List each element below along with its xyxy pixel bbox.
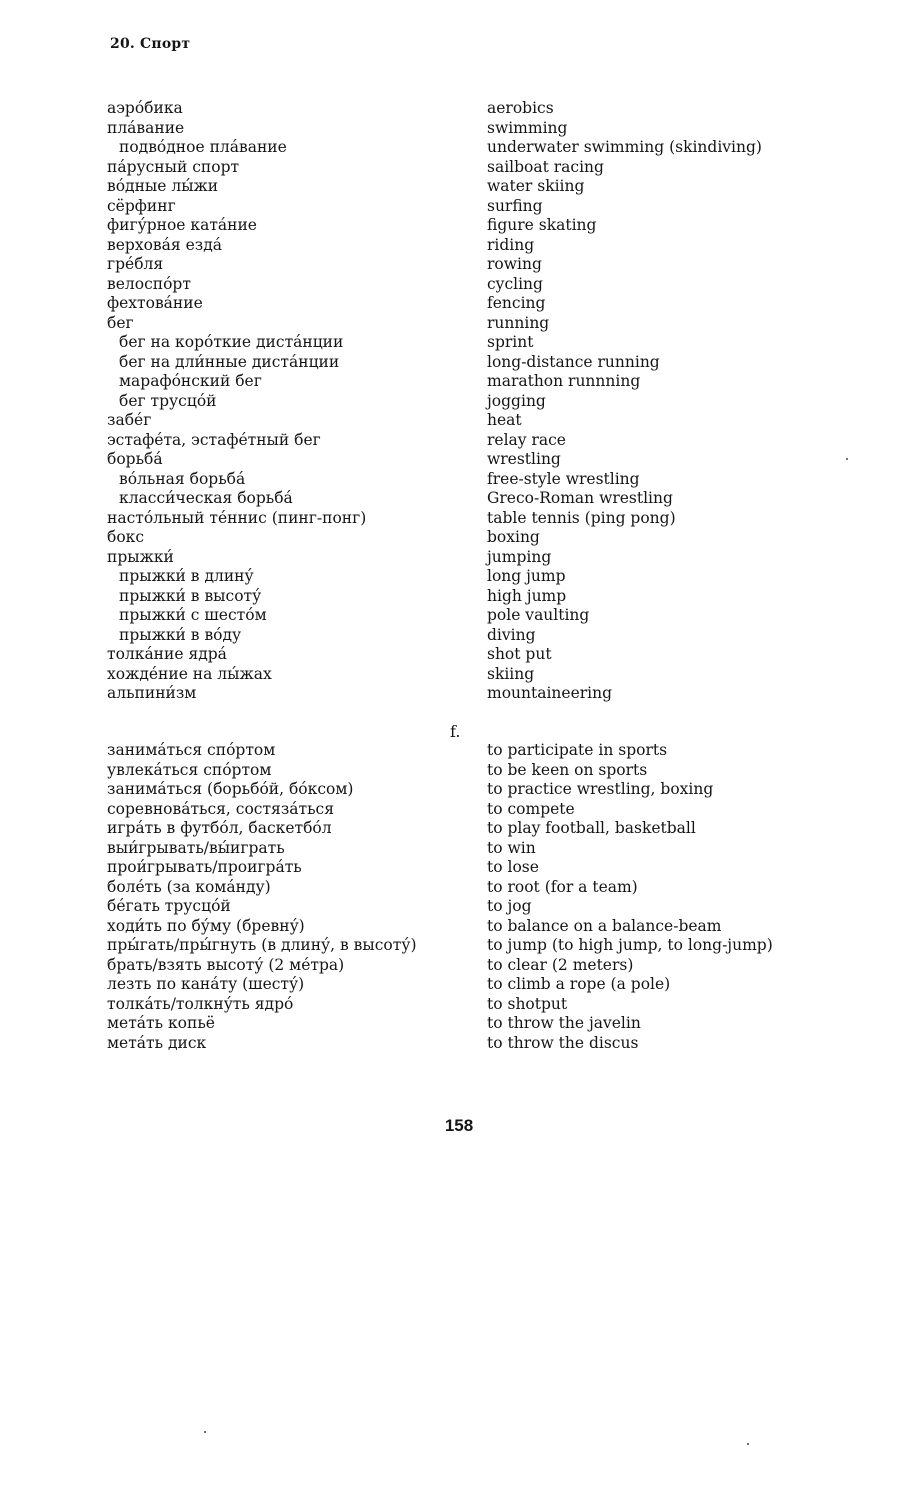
- page-header: 20. Спорт: [110, 36, 191, 52]
- russian-term: толка́ть/толкну́ть ядро́: [107, 994, 294, 1013]
- vocab-row: [107, 236, 827, 256]
- vocab-row: [107, 936, 827, 956]
- vocab-row: [107, 626, 827, 646]
- vocab-row: [107, 450, 827, 470]
- russian-term: класси́ческая борьба́: [119, 489, 293, 507]
- vocab-row: [107, 917, 827, 937]
- vocab-row: [107, 158, 827, 178]
- russian-term: верхова́я езда́: [107, 235, 222, 254]
- russian-term: боле́ть (за кома́нду): [107, 877, 271, 896]
- vocab-row: [107, 197, 827, 217]
- vocab-row: [107, 392, 827, 412]
- vocab-row: [107, 741, 827, 761]
- russian-term: эстафе́та, эстафе́тный бег: [107, 430, 321, 449]
- english-translation: running: [487, 313, 550, 332]
- russian-term: во́льная борьба́: [119, 469, 246, 488]
- russian-term: игра́ть в футбо́л, баскетбо́л: [107, 819, 332, 837]
- english-translation: figure skating: [487, 216, 597, 234]
- russian-term: увлека́ться спо́ртом: [107, 760, 272, 779]
- vocab-row: [107, 119, 827, 139]
- vocab-row: [107, 294, 827, 314]
- english-translation: pole vaulting: [487, 606, 590, 624]
- russian-term: пла́вание: [107, 118, 185, 137]
- english-translation: marathon runnning: [487, 372, 641, 390]
- scan-speck: [846, 458, 848, 460]
- english-translation: rowing: [487, 255, 542, 273]
- sports-nouns-list: [107, 99, 827, 704]
- vocab-row: [107, 975, 827, 995]
- russian-term: прои́грывать/проигра́ть: [107, 858, 302, 876]
- vocab-row: [107, 216, 827, 236]
- english-translation: to shotput: [487, 994, 568, 1013]
- russian-term: бег трусцо́й: [119, 391, 217, 410]
- vocab-row: [107, 897, 827, 917]
- english-translation: to throw the javelin: [487, 1014, 641, 1032]
- english-translation: to participate in sports: [487, 741, 668, 759]
- vocab-row: [107, 489, 827, 509]
- russian-term: фигу́рное ката́ние: [107, 216, 257, 234]
- russian-term: бег: [107, 313, 134, 332]
- vocab-row: [107, 138, 827, 158]
- english-translation: boxing: [487, 528, 540, 546]
- russian-term: фехтова́ние: [107, 294, 203, 312]
- section-marker: f.: [450, 722, 461, 741]
- english-translation: surfing: [487, 196, 543, 215]
- english-translation: to balance on a balance-beam: [487, 916, 722, 935]
- russian-term: борьба́: [107, 450, 163, 468]
- russian-term: прыжки́ в во́ду: [119, 625, 242, 644]
- russian-term: бег на дли́нные диста́нции: [119, 352, 340, 371]
- vocab-row: [107, 470, 827, 490]
- english-translation: Greco-Roman wrestling: [487, 489, 673, 507]
- russian-term: па́русный спорт: [107, 157, 240, 176]
- english-translation: heat: [487, 411, 522, 429]
- english-translation: to be keen on sports: [487, 760, 648, 779]
- russian-term: выи́грывать/вы́играть: [107, 838, 285, 857]
- russian-term: мета́ть диск: [107, 1033, 207, 1052]
- english-translation: cycling: [487, 274, 543, 293]
- vocab-row: [107, 858, 827, 878]
- russian-term: соревнова́ться, состяза́ться: [107, 799, 335, 818]
- english-translation: relay race: [487, 430, 566, 449]
- english-translation: high jump: [487, 586, 567, 605]
- russian-term: толка́ние ядра́: [107, 645, 227, 663]
- english-translation: aerobics: [487, 99, 554, 117]
- russian-term: лезть по кана́ту (шесту́): [107, 975, 305, 993]
- vocab-row: [107, 314, 827, 334]
- russian-term: мета́ть копьё: [107, 1014, 215, 1032]
- vocab-row: [107, 255, 827, 275]
- vocab-row: [107, 528, 827, 548]
- vocab-row: [107, 761, 827, 781]
- english-translation: free-style wrestling: [487, 469, 640, 488]
- english-translation: long-distance running: [487, 352, 660, 371]
- english-translation: to throw the discus: [487, 1033, 639, 1052]
- english-translation: to play football, basketball: [487, 819, 696, 837]
- vocab-row: [107, 956, 827, 976]
- english-translation: mountaineering: [487, 684, 613, 702]
- english-translation: sailboat racing: [487, 157, 604, 176]
- russian-term: во́дные лы́жи: [107, 177, 219, 195]
- vocab-row: [107, 333, 827, 353]
- vocab-row: [107, 411, 827, 431]
- english-translation: to lose: [487, 858, 539, 876]
- english-translation: skiing: [487, 664, 535, 683]
- english-translation: to practice wrestling, boxing: [487, 780, 714, 798]
- vocab-row: [107, 99, 827, 119]
- page-number: 158: [444, 1116, 474, 1135]
- english-translation: sprint: [487, 333, 534, 351]
- vocab-row: [107, 839, 827, 859]
- russian-term: альпини́зм: [107, 684, 197, 702]
- vocab-row: [107, 548, 827, 568]
- sports-verbs-list: [107, 741, 827, 1053]
- english-translation: swimming: [487, 118, 568, 137]
- vocab-row: [107, 372, 827, 392]
- russian-term: гре́бля: [107, 255, 164, 273]
- english-translation: to win: [487, 838, 536, 857]
- russian-term: бокс: [107, 528, 145, 546]
- russian-term: прыжки́ с шесто́м: [119, 606, 267, 624]
- russian-term: прыжки́ в длину́: [119, 567, 254, 585]
- russian-term: прыжки́: [107, 547, 174, 566]
- english-translation: to clear (2 meters): [487, 955, 634, 974]
- english-translation: diving: [487, 625, 536, 644]
- english-translation: to root (for a team): [487, 877, 638, 896]
- english-translation: jumping: [487, 547, 552, 566]
- russian-term: бег на коро́ткие диста́нции: [119, 333, 344, 351]
- russian-term: пры́гать/пры́гнуть (в длину́, в высоту́): [107, 936, 417, 954]
- vocab-row: [107, 645, 827, 665]
- english-translation: wrestling: [487, 450, 561, 468]
- russian-term: занима́ться (борьбо́й, бо́ксом): [107, 780, 354, 798]
- vocab-row: [107, 1034, 827, 1054]
- vocab-row: [107, 684, 827, 704]
- english-translation: to climb a rope (a pole): [487, 975, 671, 993]
- vocab-row: [107, 878, 827, 898]
- russian-term: занима́ться спо́ртом: [107, 741, 276, 759]
- russian-term: насто́льный те́ннис (пинг-понг): [107, 508, 367, 527]
- russian-term: аэро́бика: [107, 99, 183, 117]
- vocab-row: [107, 353, 827, 373]
- english-translation: jogging: [487, 391, 546, 410]
- vocab-row: [107, 587, 827, 607]
- russian-term: марафо́нский бег: [119, 372, 262, 390]
- russian-term: сёрфинг: [107, 196, 176, 215]
- english-translation: shot put: [487, 645, 552, 663]
- russian-term: хожде́ние на лы́жах: [107, 664, 272, 683]
- english-translation: long jump: [487, 567, 566, 585]
- russian-term: брать/взять высоту́ (2 ме́тра): [107, 955, 345, 974]
- english-translation: to jump (to high jump, to long-jump): [487, 936, 773, 954]
- english-translation: table tennis (ping pong): [487, 508, 676, 527]
- vocab-row: [107, 275, 827, 295]
- vocab-row: [107, 780, 827, 800]
- russian-term: прыжки́ в высоту́: [119, 586, 262, 605]
- vocab-row: [107, 665, 827, 685]
- vocab-row: [107, 606, 827, 626]
- russian-term: ходи́ть по бу́му (бревну́): [107, 916, 305, 935]
- vocab-row: [107, 431, 827, 451]
- vocab-row: [107, 819, 827, 839]
- scan-speck: [204, 1431, 206, 1433]
- english-translation: to jog: [487, 897, 532, 915]
- english-translation: riding: [487, 235, 535, 254]
- english-translation: to compete: [487, 799, 575, 818]
- vocab-row: [107, 995, 827, 1015]
- russian-term: подво́дное пла́вание: [119, 138, 287, 156]
- english-translation: fencing: [487, 294, 546, 312]
- russian-term: забе́г: [107, 411, 152, 429]
- vocab-row: [107, 177, 827, 197]
- russian-term: велоспо́рт: [107, 274, 191, 293]
- vocab-row: [107, 1014, 827, 1034]
- english-translation: water skiing: [487, 177, 585, 195]
- scan-speck: [747, 1443, 749, 1445]
- vocab-row: [107, 509, 827, 529]
- english-translation: underwater swimming (skindiving): [487, 138, 762, 156]
- russian-term: бе́гать трусцо́й: [107, 897, 231, 915]
- vocab-row: [107, 800, 827, 820]
- vocab-row: [107, 567, 827, 587]
